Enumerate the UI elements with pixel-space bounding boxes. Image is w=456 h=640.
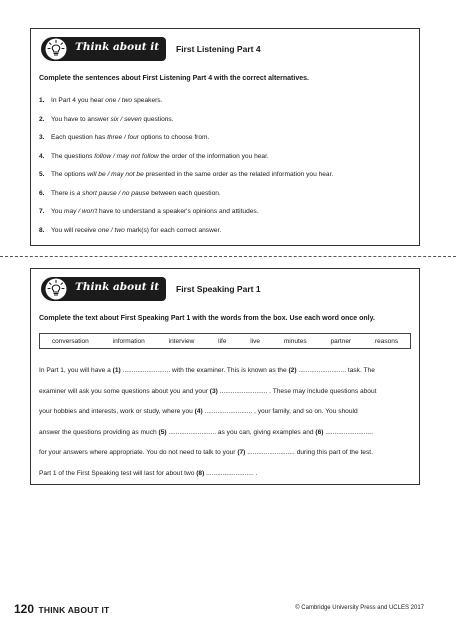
speaking-task-card: [30, 268, 420, 485]
gap-blank[interactable]: ..........................: [122, 367, 171, 374]
listening-task-card: [30, 28, 420, 246]
page-number: 120: [14, 602, 35, 616]
alternatives[interactable]: six / seven: [110, 115, 142, 123]
alternatives[interactable]: may / won't: [63, 208, 98, 215]
gap-number: (2): [288, 367, 297, 374]
list-item: 6. There is a short pause / no pause between each question.: [39, 189, 221, 197]
text-line: answer the questions providing as much (5) .......................... as you can, giving examples and (6) ..........................: [39, 428, 373, 436]
alternatives[interactable]: one / two: [105, 97, 133, 104]
think-about-it-badge: [41, 37, 166, 61]
gap-blank[interactable]: ..........................: [247, 449, 295, 456]
lightbulb-icon: [45, 38, 67, 60]
text-line: your hobbies and interests, work or study, where you (4) .......................... , your family, and so on. You should: [39, 408, 358, 415]
gap-fill-paragraph: [39, 367, 413, 490]
text-line: examiner will ask you some questions about you and your (3) .......................... . These may include questions about: [39, 387, 377, 395]
list-item: 7. You may / won't have to understand a speaker's opinions and attitudes.: [39, 208, 259, 215]
gap-number: (4): [194, 408, 203, 415]
badge-label: Think about it: [75, 281, 160, 293]
running-title: THINK ABOUT IT: [38, 605, 110, 615]
question-list: [39, 97, 333, 245]
alternatives[interactable]: three / four: [107, 134, 139, 141]
section-title: First Speaking Part 1: [176, 284, 261, 294]
gap-number: (6): [315, 428, 324, 436]
word-option[interactable]: life: [218, 337, 227, 345]
gap-blank[interactable]: ..........................: [204, 408, 253, 415]
section-title: First Listening Part 4: [176, 44, 261, 54]
copyright-notice: © Cambridge University Press and UCLES 2017: [295, 605, 424, 611]
gap-number: (3): [209, 387, 218, 395]
gap-number: (8): [196, 469, 205, 477]
alternatives[interactable]: will be / may not be: [87, 171, 144, 178]
word-box: [39, 333, 411, 349]
list-item: 3. Each question has three / four options to choose from.: [39, 134, 210, 141]
alternatives[interactable]: one / two: [98, 226, 125, 234]
word-option[interactable]: minutes: [283, 337, 307, 345]
list-item: 8. You will receive one / two mark(s) for each correct answer.: [39, 226, 222, 234]
word-option[interactable]: conversation: [51, 337, 89, 345]
instruction-text: Complete the text about First Speaking Part 1 with the words from the box. Use each word once only.: [39, 315, 375, 322]
alternatives[interactable]: follow / may not follow: [94, 152, 159, 160]
instruction-text: Complete the sentences about First Listening Part 4 with the correct alternatives.: [39, 75, 309, 82]
word-option[interactable]: reasons: [374, 337, 399, 345]
badge-label: Think about it: [75, 41, 160, 53]
card-header: [41, 277, 261, 301]
word-option[interactable]: live: [250, 337, 261, 345]
text-line: for your answers where appropriate. You do not need to talk to your (7) .......................... during this part of the test.: [39, 449, 373, 456]
gap-blank[interactable]: ..........................: [219, 387, 268, 395]
think-about-it-badge: [41, 277, 166, 301]
text-line: Part 1 of the First Speaking test will last for about two (8) .......................... .: [39, 469, 258, 477]
gap-number: (7): [237, 449, 246, 456]
gap-blank[interactable]: ..........................: [325, 428, 373, 436]
gap-blank[interactable]: ..........................: [206, 469, 254, 477]
word-option[interactable]: partner: [330, 337, 352, 345]
gap-number: (5): [158, 428, 167, 436]
gap-blank[interactable]: ..........................: [298, 367, 347, 374]
page-footer-left: [14, 600, 109, 618]
list-item: 4. The questions follow / may not follow the order of the information you hear.: [39, 152, 269, 160]
text-line: In Part 1, you will have a (1) .......................... with the examiner. This is known as the (2) .......................... task. The: [39, 367, 375, 374]
list-item: 2. You have to answer six / seven questions.: [39, 115, 174, 123]
card-header: [41, 37, 261, 61]
gap-blank[interactable]: ..........................: [168, 428, 217, 436]
gap-number: (1): [112, 367, 121, 374]
cut-line-divider: [0, 256, 456, 257]
alternatives[interactable]: a short pause / no pause: [76, 189, 150, 197]
list-item: 1. In Part 4 you hear one / two speakers.: [39, 97, 163, 104]
word-option[interactable]: interview: [168, 337, 195, 345]
word-option[interactable]: information: [112, 337, 145, 345]
lightbulb-icon: [45, 278, 67, 300]
list-item: 5. The options will be / may not be presented in the same order as the related information you hear.: [39, 171, 334, 178]
